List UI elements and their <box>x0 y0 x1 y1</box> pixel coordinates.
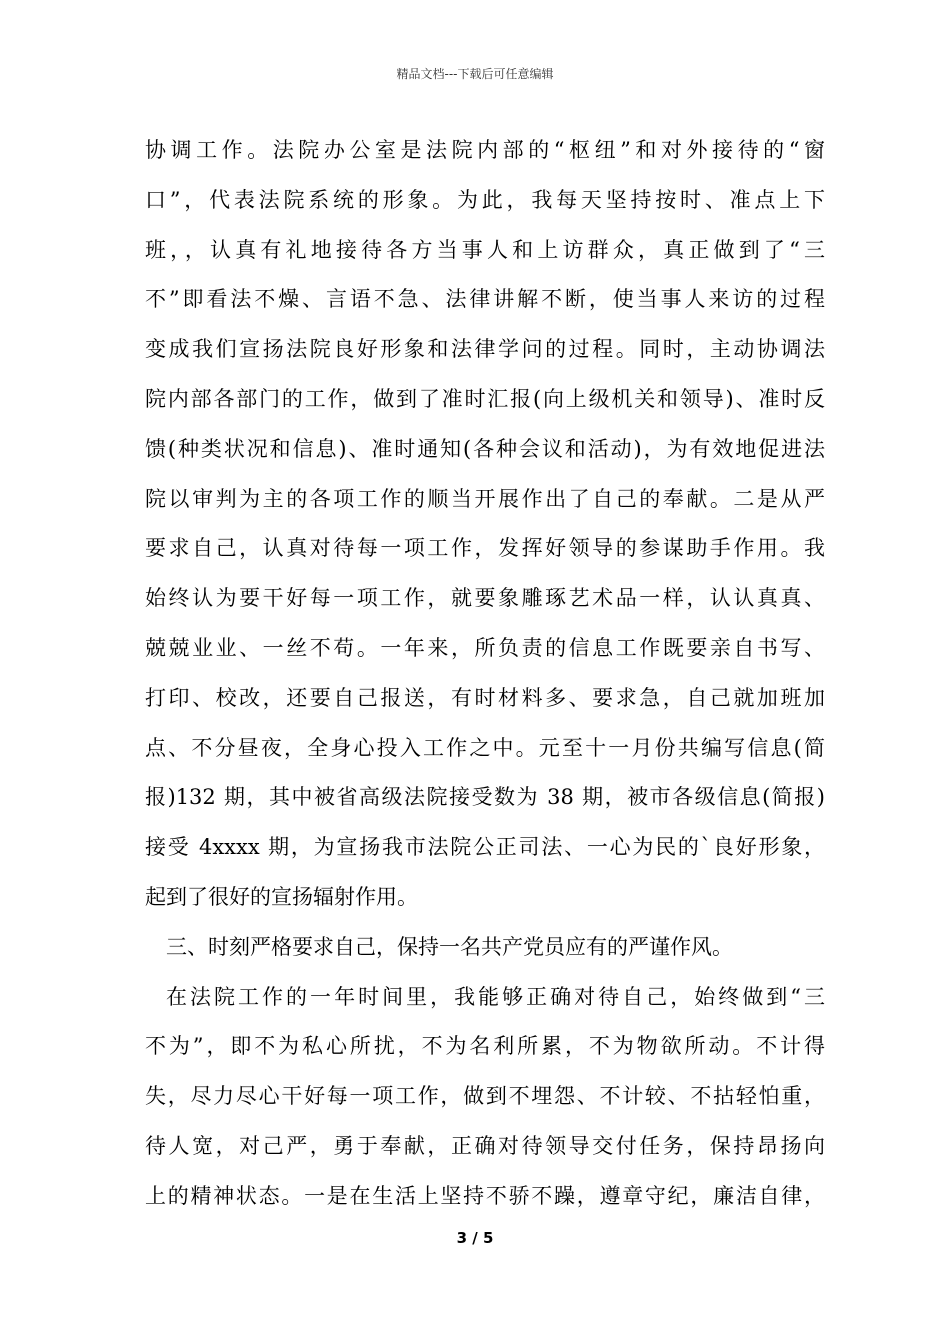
paragraph-line: 院内部各部门的工作，做到了准时汇报(向上级机关和领导)、准时反 <box>145 386 825 411</box>
paragraph-line: 院以审判为主的各项工作的顺当开展作出了自己的奉献。二是从严 <box>145 486 825 511</box>
paragraph-line: 变成我们宣扬法院良好形象和法律学问的过程。同时，主动协调法 <box>145 337 825 362</box>
paragraph-line: 口”，代表法院系统的形象。为此，我每天坚持按时、准点上下 <box>145 187 825 212</box>
paragraph-line: 不为”，即不为私心所扰，不为名利所累，不为物欲所动。不计得 <box>145 1034 825 1059</box>
document-body <box>145 126 825 1222</box>
paragraph-line: 馈(种类状况和信息)、准时通知(各种会议和活动)，为有效地促进法 <box>145 436 825 461</box>
paragraph-line: 不”即看法不燥、言语不急、法律讲解不断，使当事人来访的过程 <box>145 287 825 312</box>
paragraph-line: 上的精神状态。一是在生活上坚持不骄不躁，遵章守纪，廉洁自律， <box>145 1183 825 1208</box>
paragraph-line: 起到了很好的宣扬辐射作用。 <box>145 884 418 909</box>
paragraph-line: 要求自己，认真对待每一项工作，发挥好领导的参谋助手作用。我 <box>145 536 825 561</box>
paragraph-line: 点、不分昼夜，全身心投入工作之中。元至十一月份共编写信息(简 <box>145 735 825 760</box>
paragraph-line: 兢兢业业、一丝不苟。一年来，所负责的信息工作既要亲自书写、 <box>145 635 825 660</box>
paragraph-line: 接受 4xxxx 期，为宣扬我市法院公正司法、一心为民的`良好形象， <box>145 835 825 860</box>
page-header: 精品文档---下载后可任意编辑 <box>396 67 554 81</box>
paragraph-line: 班，，认真有礼地接待各方当事人和上访群众，真正做到了“三 <box>145 237 825 262</box>
page-number: 3 / 5 <box>456 1229 494 1247</box>
paragraph-line: 协调工作。法院办公室是法院内部的“枢纽”和对外接待的“窗 <box>145 138 825 162</box>
paragraph-line: 待人宽，对己严，勇于奉献，正确对待领导交付任务，保持昂扬向 <box>145 1133 825 1158</box>
section-heading: 三、时刻严格要求自己，保持一名共产党员应有的严谨作风。 <box>166 934 733 959</box>
paragraph-line: 始终认为要干好每一项工作，就要象雕琢艺术品一样，认认真真、 <box>145 586 825 611</box>
paragraph-line: 报)132 期，其中被省高级法院接受数为 38 期，被市各级信息(简报) <box>145 785 825 810</box>
paragraph-line: 打印、校改，还要自己报送，有时材料多、要求急，自己就加班加 <box>145 685 825 710</box>
paragraph-line: 在法院工作的一年时间里，我能够正确对待自己，始终做到“三 <box>166 984 825 1009</box>
paragraph-line: 失，尽力尽心干好每一项工作，做到不埋怨、不计较、不拈轻怕重， <box>145 1084 825 1109</box>
